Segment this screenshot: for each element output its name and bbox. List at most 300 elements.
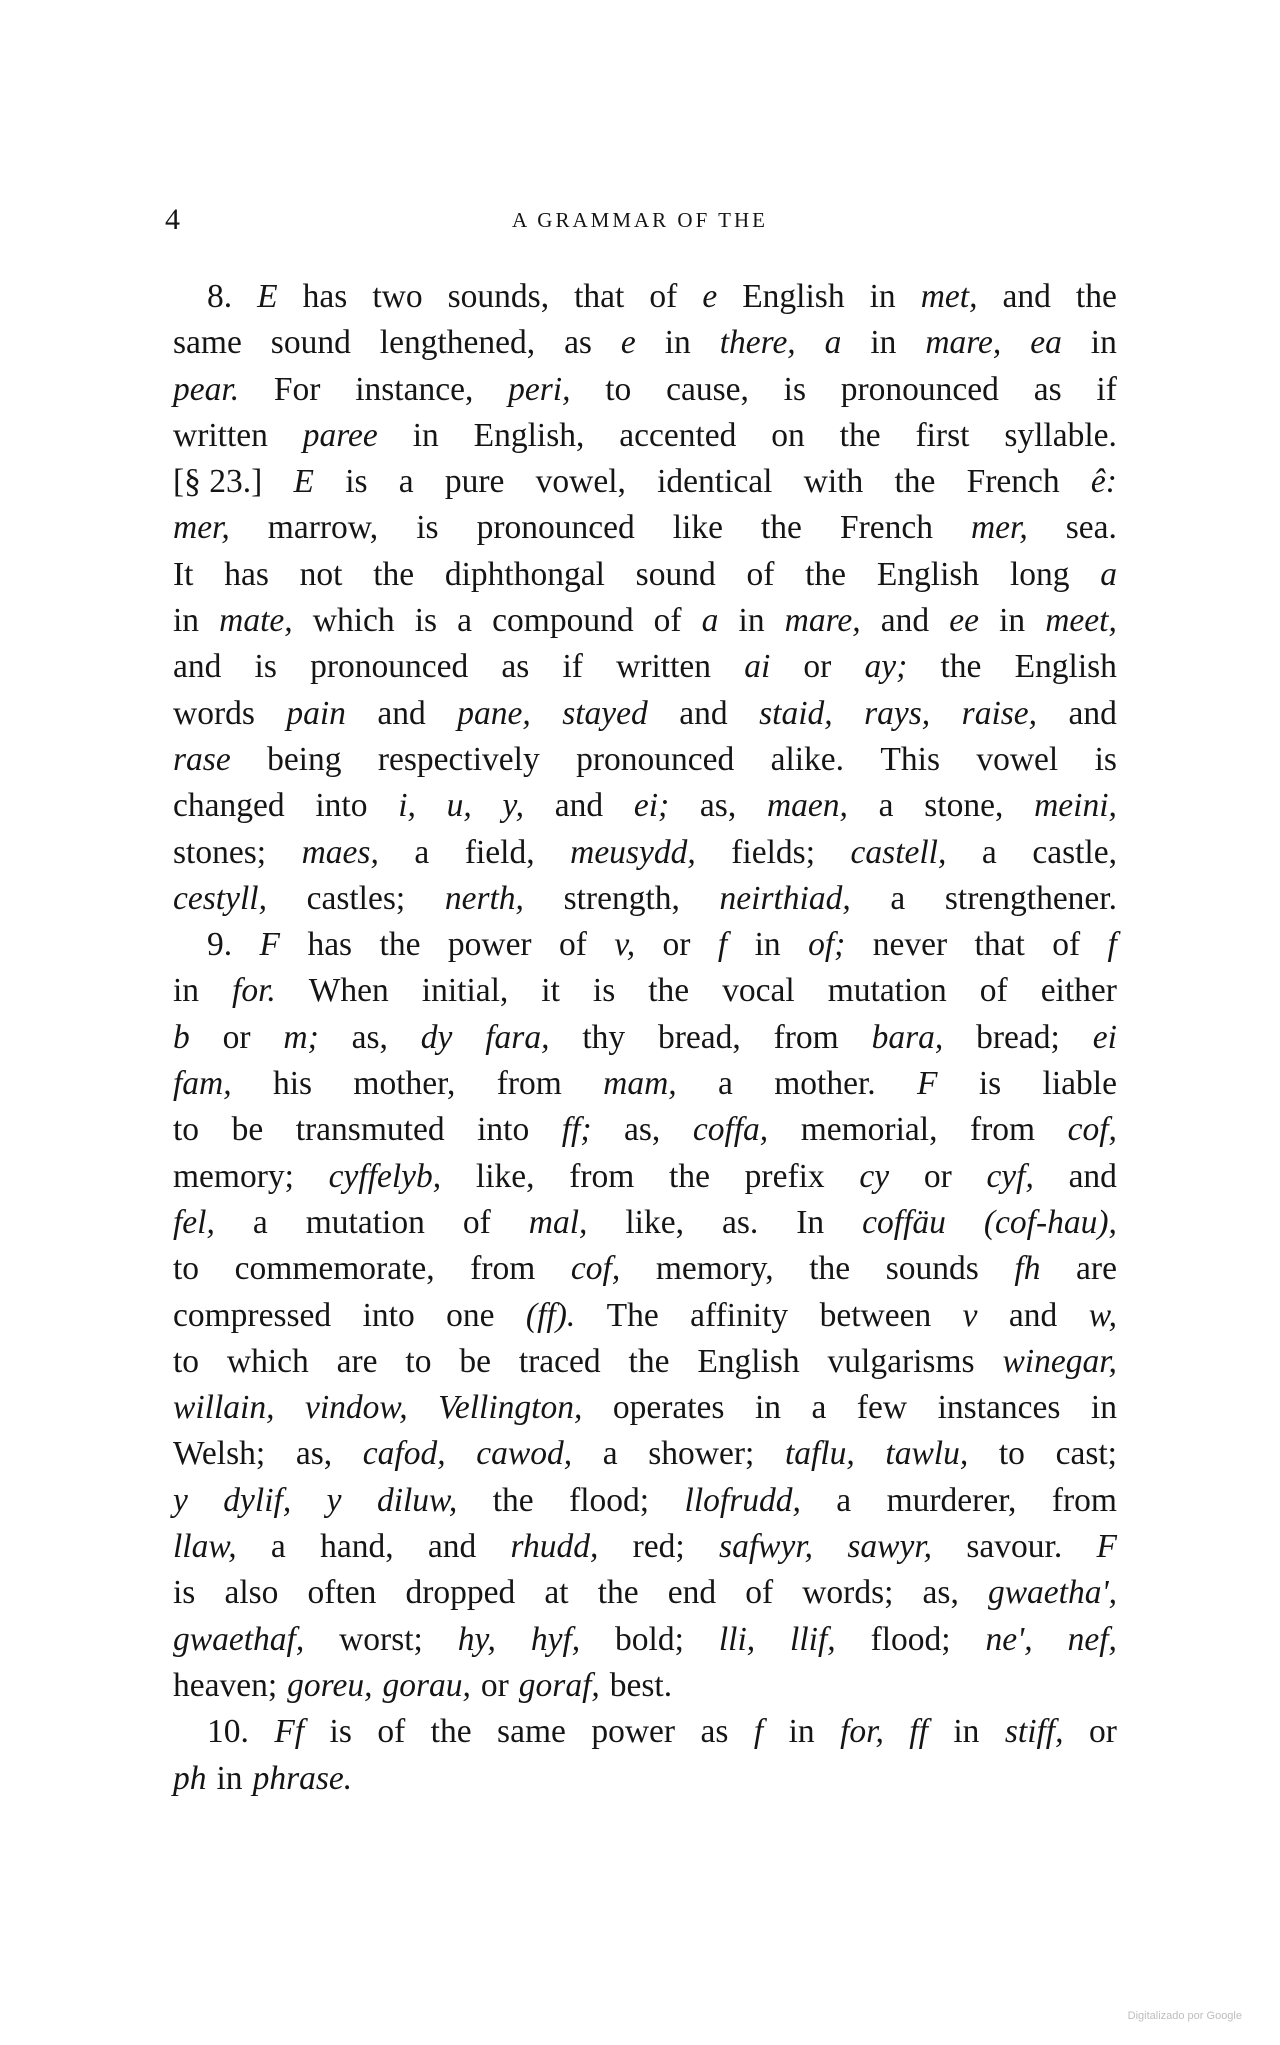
italic-word: F <box>259 926 281 964</box>
italic-word: there, <box>719 324 796 362</box>
word: identical <box>657 463 773 501</box>
word: which <box>312 602 395 640</box>
word: or <box>222 1018 251 1056</box>
italic-word: e <box>620 324 636 362</box>
italic-word: nef, <box>1067 1620 1117 1658</box>
word: words <box>173 694 255 732</box>
word: few <box>856 1389 908 1427</box>
word: a <box>878 787 894 825</box>
word: in <box>999 602 1026 640</box>
italic-word: mam, <box>603 1065 677 1103</box>
word: the <box>492 1481 534 1519</box>
word: of <box>462 1203 491 1241</box>
text-line <box>173 830 1117 876</box>
word: [§ 23.] <box>173 463 263 501</box>
word: never <box>872 926 948 964</box>
italic-word: ay; <box>864 648 908 686</box>
word: worst; <box>339 1620 423 1658</box>
word: This <box>880 740 940 778</box>
word: often <box>307 1574 377 1612</box>
word: has <box>302 278 348 315</box>
italic-word: v, <box>614 926 636 964</box>
word: English, <box>473 416 585 454</box>
word: cast; <box>1055 1435 1117 1473</box>
word: marrow, <box>267 509 379 547</box>
italic-word: v <box>962 1296 978 1334</box>
italic-word: ne', <box>985 1620 1033 1658</box>
word: in <box>869 278 896 315</box>
word: is <box>414 602 438 640</box>
text-line <box>173 1663 1117 1709</box>
word: the <box>1075 278 1117 315</box>
word: pronounced <box>476 509 635 547</box>
italic-word: for, <box>840 1713 884 1751</box>
text-line <box>173 1246 1117 1292</box>
word: field, <box>464 833 535 871</box>
word: commemorate, <box>234 1250 435 1288</box>
word: as, <box>922 1574 959 1612</box>
word: transmuted <box>295 1111 445 1149</box>
italic-word: willain, <box>173 1389 275 1427</box>
word: heaven; <box>173 1666 278 1704</box>
word: is <box>1094 740 1117 778</box>
italic-word: y <box>326 1481 342 1519</box>
italic-word: llif, <box>790 1620 836 1658</box>
word: to <box>605 370 632 408</box>
word: prefix <box>744 1157 825 1195</box>
word: if <box>1096 370 1117 408</box>
word: red; <box>632 1528 685 1566</box>
text-line <box>173 1709 1117 1755</box>
italic-word: dylif, <box>223 1481 292 1519</box>
italic-word: llofrudd, <box>684 1481 801 1519</box>
word: in <box>754 1389 782 1427</box>
word: bread; <box>976 1018 1060 1056</box>
italic-word: mate, <box>219 602 293 640</box>
italic-word: for. <box>232 972 276 1010</box>
italic-word: pane, <box>457 694 531 732</box>
word: in <box>788 1713 815 1751</box>
italic-word: sawyr, <box>847 1528 933 1566</box>
word: pronounced <box>840 370 999 408</box>
italic-word: pear. <box>173 370 240 408</box>
italic-word: cyf, <box>986 1157 1034 1195</box>
text-line <box>173 1478 1117 1524</box>
italic-word: fel, <box>173 1203 215 1241</box>
word: from <box>1051 1481 1117 1519</box>
word: in <box>870 324 897 362</box>
word: English <box>697 1342 800 1380</box>
text-line <box>173 1015 1117 1061</box>
word: is <box>173 1574 196 1612</box>
italic-word: e <box>702 278 718 315</box>
word: in <box>754 926 781 964</box>
italic-word: E <box>257 278 278 315</box>
italic-word: ei; <box>633 787 670 825</box>
word: sound <box>635 555 716 593</box>
word: and <box>1068 1157 1117 1195</box>
italic-word: w, <box>1088 1296 1117 1334</box>
italic-word: cafod, <box>362 1435 446 1473</box>
word: English <box>742 278 845 315</box>
italic-word: y, <box>502 787 524 825</box>
word: castle, <box>1032 833 1117 871</box>
word: power <box>447 926 532 964</box>
word: in <box>1090 1389 1117 1427</box>
word: first <box>915 416 970 454</box>
word: sounds, <box>447 278 550 315</box>
word: castles; <box>306 879 406 917</box>
text-line <box>173 1617 1117 1663</box>
word: and <box>679 694 728 732</box>
word: bold; <box>615 1620 684 1658</box>
word: end <box>667 1574 717 1612</box>
word: is <box>345 463 368 501</box>
word: mutation <box>827 972 947 1010</box>
word: respectively <box>377 740 540 778</box>
text-line <box>173 1570 1117 1616</box>
word: 8. <box>207 278 233 315</box>
word: or <box>480 1666 509 1704</box>
text-line <box>173 1293 1117 1339</box>
word: flood; <box>870 1620 951 1658</box>
word: be <box>459 1342 491 1380</box>
word: or <box>923 1157 952 1195</box>
text-line <box>173 1339 1117 1385</box>
word: the <box>809 1250 851 1288</box>
italic-word: (cof-hau), <box>983 1203 1117 1241</box>
word: vowel <box>976 740 1059 778</box>
italic-word: goraf, <box>518 1666 600 1704</box>
word: as <box>1033 370 1062 408</box>
italic-word: dy <box>420 1018 453 1056</box>
word: diphthongal <box>444 555 605 593</box>
word: French <box>966 463 1060 501</box>
word: as <box>564 324 592 362</box>
word: memorial, <box>800 1111 938 1149</box>
italic-word: maes, <box>301 833 379 871</box>
word: fields; <box>731 833 815 871</box>
word: English <box>876 555 980 593</box>
italic-word: u, <box>446 787 472 825</box>
italic-word: meusydd, <box>570 833 696 871</box>
word: a <box>252 1203 268 1241</box>
word: if <box>562 648 583 686</box>
word: French <box>839 509 933 547</box>
text-line <box>173 274 1117 320</box>
word: or <box>803 648 832 686</box>
word: sea. <box>1065 509 1117 547</box>
word: has <box>224 555 269 593</box>
word: from <box>496 1065 562 1103</box>
word: into <box>362 1296 415 1334</box>
word: are <box>336 1342 378 1380</box>
word: as <box>700 1713 729 1751</box>
word: between <box>819 1296 932 1334</box>
word: of <box>559 926 587 964</box>
word: and <box>1002 278 1051 315</box>
word: It <box>173 555 194 593</box>
italic-word: meet, <box>1045 602 1117 640</box>
italic-word: ff; <box>561 1111 592 1149</box>
word: of <box>745 1574 774 1612</box>
italic-word: diluw, <box>376 1481 458 1519</box>
word: alike. <box>770 740 845 778</box>
word: For <box>273 370 321 408</box>
word: vulgarisms <box>827 1342 975 1380</box>
word: long <box>1009 555 1070 593</box>
word: affinity <box>690 1296 789 1334</box>
word: to <box>173 1250 200 1288</box>
italic-word: cawod, <box>476 1435 573 1473</box>
word: bread, <box>657 1018 741 1056</box>
italic-word: ê: <box>1090 463 1117 501</box>
word: a <box>836 1481 852 1519</box>
word: one <box>446 1296 495 1334</box>
text-line <box>173 320 1117 366</box>
word: be <box>231 1111 264 1149</box>
word: two <box>372 278 423 315</box>
word: Welsh; <box>173 1435 266 1473</box>
word: pronounced <box>576 740 735 778</box>
italic-word: vindow, <box>304 1389 408 1427</box>
word: or <box>1088 1713 1117 1751</box>
italic-word: neirthiad, <box>719 879 851 917</box>
italic-word: winegar, <box>1002 1342 1117 1380</box>
word: pure <box>444 463 505 501</box>
word: that <box>974 926 1025 964</box>
word: the <box>669 1157 710 1195</box>
word: flood; <box>569 1481 650 1519</box>
word: either <box>1040 972 1117 1010</box>
word: at <box>544 1574 569 1612</box>
word: as <box>501 648 530 686</box>
word: as, <box>699 787 737 825</box>
word: cause, <box>666 370 749 408</box>
italic-word: of; <box>808 926 846 964</box>
italic-word: y <box>173 1481 188 1519</box>
word: the <box>597 1574 639 1612</box>
word: of <box>979 972 1008 1010</box>
italic-word: hyf, <box>530 1620 581 1658</box>
word: a <box>981 833 997 871</box>
italic-word: tawlu, <box>885 1435 969 1473</box>
word: 9. <box>207 926 233 964</box>
word: written <box>173 416 268 454</box>
italic-word: ea <box>1030 324 1062 362</box>
word: in <box>173 602 200 640</box>
text-line <box>173 968 1117 1014</box>
italic-word: mal, <box>528 1203 588 1241</box>
word: as, <box>295 1435 333 1473</box>
word: his <box>272 1065 313 1103</box>
italic-word: coffäu <box>862 1203 946 1241</box>
word: and <box>554 787 604 825</box>
text-line <box>173 1107 1117 1153</box>
text-line <box>173 922 1117 968</box>
body-text <box>173 274 1117 1802</box>
word: shower; <box>648 1435 755 1473</box>
italic-word: b <box>173 1018 190 1056</box>
word: mutation <box>305 1203 425 1241</box>
word: like, <box>625 1203 684 1241</box>
text-line <box>173 876 1117 922</box>
word: a <box>890 879 906 917</box>
italic-word: fh <box>1014 1250 1041 1288</box>
word: is <box>416 509 439 547</box>
word: and <box>1008 1296 1058 1334</box>
word: power <box>591 1713 676 1751</box>
word: and <box>427 1528 477 1566</box>
italic-word: stiff, <box>1004 1713 1064 1751</box>
word: sounds <box>885 1250 979 1288</box>
italic-word: mer, <box>173 509 230 547</box>
word: lengthened, <box>379 324 536 362</box>
word: same <box>173 324 242 362</box>
word: that <box>574 278 625 315</box>
italic-word: gorau, <box>382 1666 471 1704</box>
italic-word: f <box>717 926 728 964</box>
italic-word: m; <box>283 1018 319 1056</box>
word: pronounced <box>310 648 469 686</box>
word: is <box>783 370 806 408</box>
italic-word: f <box>1107 926 1117 964</box>
word: the <box>760 509 802 547</box>
italic-word: mer, <box>970 509 1028 547</box>
italic-word: hy, <box>457 1620 496 1658</box>
italic-word: cestyll, <box>173 879 267 917</box>
italic-word: coffa, <box>692 1111 769 1149</box>
word: from <box>773 1018 839 1056</box>
word: has <box>307 926 353 964</box>
word: a <box>457 602 473 640</box>
italic-word: safwyr, <box>719 1528 814 1566</box>
text-line <box>173 552 1117 598</box>
italic-word: a <box>824 324 842 362</box>
word: In <box>796 1203 825 1241</box>
word: from <box>969 1111 1036 1149</box>
word: compound <box>492 602 634 640</box>
italic-word: F <box>917 1065 938 1103</box>
word: dropped <box>405 1574 516 1612</box>
word: of <box>746 555 775 593</box>
italic-word: phrase. <box>252 1759 353 1797</box>
word: being <box>267 740 342 778</box>
word: stones; <box>173 833 267 871</box>
italic-word: F <box>1096 1528 1117 1566</box>
word: traced <box>518 1342 601 1380</box>
word: stone, <box>924 787 1004 825</box>
italic-word: i, <box>398 787 416 825</box>
italic-word: E <box>293 463 314 501</box>
word: in <box>173 972 200 1010</box>
watermark: Digitalizado por Google <box>1127 2010 1242 2022</box>
italic-word: taflu, <box>784 1435 855 1473</box>
word: is <box>978 1065 1002 1103</box>
word: in <box>953 1713 980 1751</box>
word: accented <box>619 416 737 454</box>
word: instance, <box>355 370 474 408</box>
text-line <box>173 413 1117 459</box>
word: from <box>569 1157 635 1195</box>
word: a <box>398 463 414 501</box>
italic-word: staid, <box>759 694 833 732</box>
word: as. <box>721 1203 759 1241</box>
word: is <box>592 972 616 1010</box>
italic-word: pain <box>286 694 346 732</box>
word: murderer, <box>886 1481 1017 1519</box>
word: are <box>1076 1250 1117 1288</box>
word: the <box>839 416 881 454</box>
word: English <box>1014 648 1117 686</box>
text-line <box>173 367 1117 413</box>
text-line <box>173 737 1117 783</box>
italic-word: gwaetha', <box>987 1574 1117 1612</box>
text-line <box>173 1431 1117 1477</box>
word: in <box>412 416 439 454</box>
italic-word: castell, <box>850 833 947 871</box>
word: the <box>894 463 936 501</box>
word: in <box>216 1759 243 1797</box>
word: same <box>497 1713 566 1751</box>
word: also <box>224 1574 279 1612</box>
word: as, <box>624 1111 661 1149</box>
italic-word: f <box>753 1713 764 1751</box>
italic-word: cy <box>859 1157 890 1195</box>
word: which <box>226 1342 309 1380</box>
word: a <box>718 1065 733 1103</box>
italic-word: cyffelyb, <box>328 1157 442 1195</box>
word: the <box>805 555 847 593</box>
italic-word: stayed <box>562 694 648 732</box>
word: savour. <box>966 1528 1063 1566</box>
word: a <box>414 833 430 871</box>
word: in <box>664 324 691 362</box>
word: operates <box>612 1389 725 1427</box>
word: the <box>379 926 421 964</box>
word: The <box>606 1296 659 1334</box>
word: from <box>470 1250 536 1288</box>
word: and <box>880 602 930 640</box>
italic-word: Vellington, <box>438 1389 583 1427</box>
word: written <box>616 648 712 686</box>
word: changed <box>173 787 285 825</box>
word: is <box>329 1713 352 1751</box>
word: the <box>373 555 415 593</box>
word: with <box>803 463 864 501</box>
word: of <box>649 278 678 315</box>
italic-word: met, <box>920 278 978 315</box>
word: into <box>315 787 368 825</box>
word: initial, <box>421 972 509 1010</box>
word: in <box>738 602 765 640</box>
word: a <box>811 1389 827 1427</box>
italic-word: raise, <box>961 694 1038 732</box>
italic-word: ei <box>1092 1018 1117 1056</box>
word: syllable. <box>1004 416 1117 454</box>
running-head: A GRAMMAR OF THE <box>512 208 768 232</box>
italic-word: peri, <box>508 370 571 408</box>
italic-word: fam, <box>173 1065 232 1103</box>
italic-word: paree <box>302 416 378 454</box>
italic-word: cof, <box>1067 1111 1117 1149</box>
italic-word: fara, <box>485 1018 550 1056</box>
italic-word: ff <box>909 1713 928 1751</box>
italic-word: a <box>1100 555 1117 593</box>
word: a <box>602 1435 618 1473</box>
text-line <box>173 783 1117 829</box>
word: like, <box>475 1157 535 1195</box>
